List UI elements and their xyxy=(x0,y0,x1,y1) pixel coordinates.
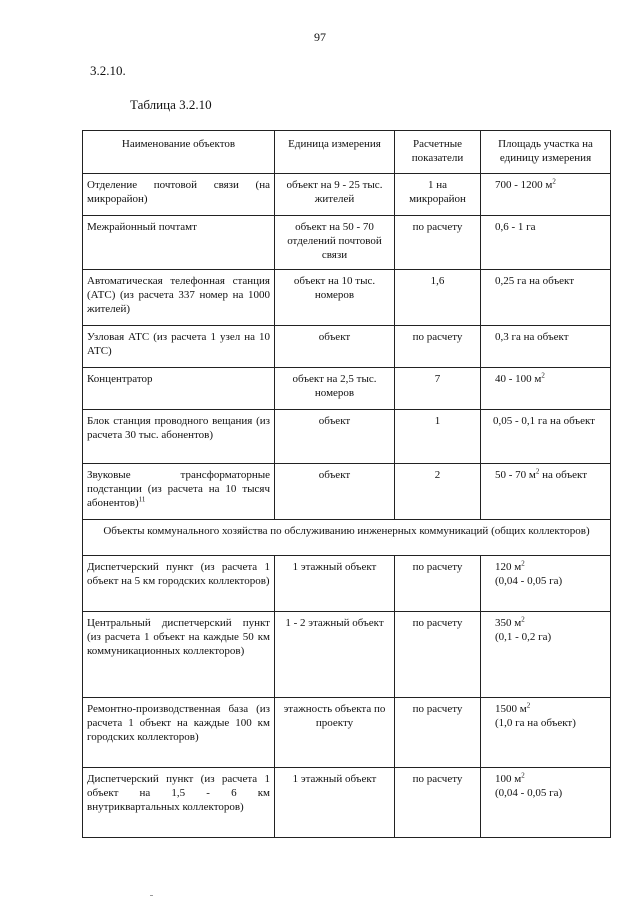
area-superscript: 2 xyxy=(552,177,556,186)
norms-table xyxy=(82,130,611,838)
cell-calc: 1,6 xyxy=(395,270,481,326)
cell-area xyxy=(481,326,611,368)
cell-calc: по расчету xyxy=(395,698,481,768)
cell-calc: по расчету xyxy=(395,612,481,698)
cell-calc: 1 xyxy=(395,410,481,464)
cell-area xyxy=(481,464,611,520)
area-value: 350 м xyxy=(495,617,522,629)
area-value: 1500 м xyxy=(495,703,527,715)
cell-name: Диспетчерский пункт (из расчета 1 объект на 5 км городских коллекторов) xyxy=(83,556,275,612)
cell-calc: 7 xyxy=(395,368,481,410)
area-superscript: 2 xyxy=(535,467,540,476)
cell-name: Узловая АТС (из расчета 1 узел на 10 АТС) xyxy=(83,326,275,368)
cell-area xyxy=(481,612,611,698)
area-superscript: 2 xyxy=(521,615,525,624)
cell-unit: объект xyxy=(275,410,395,464)
cell-area xyxy=(481,768,611,838)
cell-area xyxy=(481,174,611,216)
cell-unit: объект на 2,5 тыс. номеров xyxy=(275,368,395,410)
table-row xyxy=(83,270,611,326)
area-hectares: (0,04 - 0,05 га) xyxy=(495,787,563,799)
cell-area xyxy=(481,556,611,612)
cell-calc: по расчету xyxy=(395,768,481,838)
cell-unit: 1 этажный объект xyxy=(275,556,395,612)
cell-name: Центральный диспетчерский пункт (из расчета 1 объект на каждые 50 км коммуникационных коллекторов) xyxy=(83,612,275,698)
footnote-mark: 11 xyxy=(138,495,146,504)
area-superscript: 2 xyxy=(541,371,545,380)
table-row xyxy=(83,216,611,270)
page-number: 97 xyxy=(314,30,326,44)
cell-area xyxy=(481,410,611,464)
cell-calc: по расчету xyxy=(395,216,481,270)
cell-name: Концентратор xyxy=(83,368,275,410)
cell-calc: по расчету xyxy=(395,326,481,368)
scan-speck xyxy=(150,895,153,896)
cell-area xyxy=(481,698,611,768)
area-value: 700 - 1200 м xyxy=(495,179,553,191)
cell-calc: по расчету xyxy=(395,556,481,612)
area-value: 100 м xyxy=(495,773,522,785)
cell-unit: объект xyxy=(275,464,395,520)
cell-name: Автоматическая телефонная станция (АТС) (из расчета 337 номер на 1000 жителей) xyxy=(83,270,275,326)
area-superscript: 2 xyxy=(521,771,525,780)
cell-unit: этажность объекта по проекту xyxy=(275,698,395,768)
group-title: Объекты коммунального хозяйства по обслуживанию инженерных коммуникаций (общих коллекторов) xyxy=(83,520,611,556)
header-unit: Единица измерения xyxy=(275,131,395,174)
cell-calc: 1 на микрорайон xyxy=(395,174,481,216)
header-area: Площадь участка на единицу измерения xyxy=(481,131,611,174)
area-superscript: 2 xyxy=(521,559,525,568)
area-value: 0,6 - 1 га xyxy=(495,221,536,233)
area-superscript: 2 xyxy=(526,701,531,710)
area-value: 40 - 100 м xyxy=(495,373,542,385)
table-row xyxy=(83,698,611,768)
header-calc: Расчетные показатели xyxy=(395,131,481,174)
area-value: 0,25 га на объект xyxy=(495,275,575,287)
table-row xyxy=(83,768,611,838)
cell-unit: объект на 10 тыс. номеров xyxy=(275,270,395,326)
cell-unit: объект xyxy=(275,326,395,368)
area-value: 50 - 70 м xyxy=(495,469,536,481)
area-hectares: (0,04 - 0,05 га) xyxy=(495,575,563,587)
cell-name: Блок станция проводного вещания (из расчета 30 тыс. абонентов) xyxy=(83,410,275,464)
cell-unit: объект на 9 - 25 тыс. жителей xyxy=(275,174,395,216)
section-number: 3.2.10. xyxy=(90,63,126,78)
area-suffix: на объект xyxy=(539,469,588,481)
table-row xyxy=(83,410,611,464)
table-header-row xyxy=(83,131,611,174)
table-row xyxy=(83,556,611,612)
area-hectares: (1,0 га на объект) xyxy=(495,717,576,729)
name-text: Звуковые трансформаторные подстанции (из расчета на 10 тысяч абонентов) xyxy=(87,469,270,509)
table-row xyxy=(83,464,611,520)
cell-name: Ремонтно-производственная база (из расчета 1 объект на каждые 100 км городских коллекторов) xyxy=(83,698,275,768)
cell-unit: объект на 50 - 70 отделений почтовой связи xyxy=(275,216,395,270)
cell-area xyxy=(481,270,611,326)
group-row xyxy=(83,520,611,556)
header-name: Наименование объектов xyxy=(83,131,275,174)
table-caption: Таблица 3.2.10 xyxy=(130,97,212,112)
area-hectares: (0,1 - 0,2 га) xyxy=(495,631,552,643)
cell-unit: 1 - 2 этажный объект xyxy=(275,612,395,698)
cell-calc: 2 xyxy=(395,464,481,520)
cell-name: Отделение почтовой связи (на микрорайон) xyxy=(83,174,275,216)
area-value: 0,3 га на объект xyxy=(495,331,569,343)
table-row xyxy=(83,326,611,368)
table-row xyxy=(83,174,611,216)
cell-name: Диспетчерский пункт (из расчета 1 объект на 1,5 - 6 км внутриквартальных коллекторов) xyxy=(83,768,275,838)
cell-name: Межрайонный почтамт xyxy=(83,216,275,270)
cell-area xyxy=(481,368,611,410)
table-row xyxy=(83,612,611,698)
area-value: 0,05 - 0,1 га на объект xyxy=(493,415,595,427)
cell-unit: 1 этажный объект xyxy=(275,768,395,838)
cell-area xyxy=(481,216,611,270)
table-row xyxy=(83,368,611,410)
area-value: 120 м xyxy=(495,561,522,573)
cell-name xyxy=(83,464,275,520)
